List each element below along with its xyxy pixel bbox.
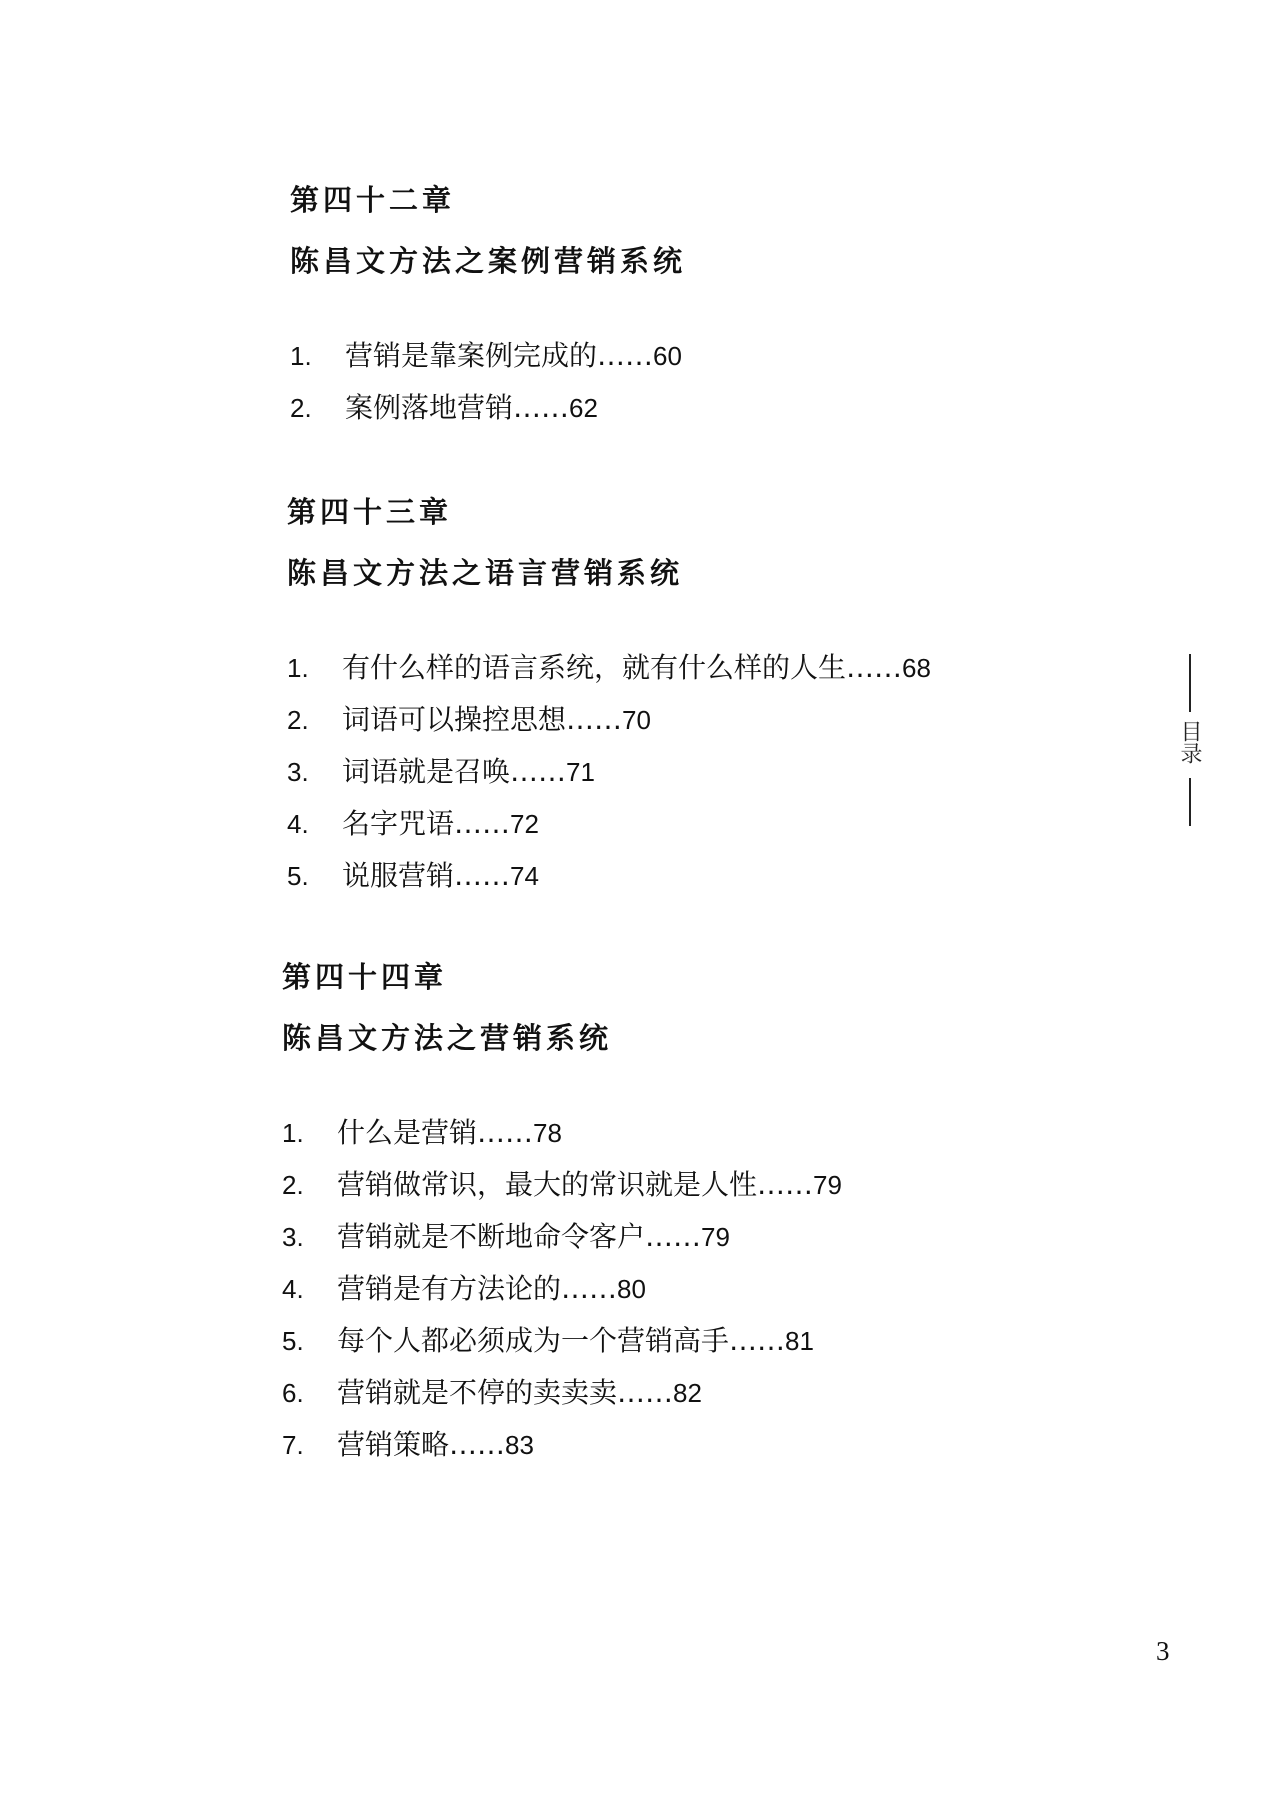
toc-entry[interactable] bbox=[290, 386, 1274, 438]
entry-page: 72 bbox=[510, 809, 539, 839]
chapter-44 bbox=[282, 955, 1274, 1475]
chapter-number: 第四十四章 bbox=[282, 960, 448, 994]
entry-title: 案例落地营销 bbox=[345, 391, 514, 424]
entry-page: 62 bbox=[569, 393, 598, 423]
toc-entry[interactable] bbox=[282, 1163, 1274, 1215]
entry-title: 词语就是召唤 bbox=[342, 755, 511, 788]
side-tab-rule-top bbox=[1189, 654, 1191, 712]
entry-page: 79 bbox=[701, 1222, 730, 1252]
entry-leader: …… bbox=[513, 391, 570, 424]
toc-list bbox=[282, 1111, 1274, 1475]
side-tab-label: 目录 bbox=[1177, 720, 1202, 764]
entry-number: 3. bbox=[287, 757, 309, 787]
entry-page: 68 bbox=[902, 653, 931, 683]
toc-entry[interactable] bbox=[290, 334, 1274, 386]
entry-number: 1. bbox=[290, 341, 312, 371]
entry-title: 有什么样的语言系统，就有什么样的人生 bbox=[342, 651, 847, 684]
toc-entry[interactable] bbox=[282, 1267, 1274, 1319]
entry-page: 79 bbox=[813, 1170, 842, 1200]
toc-entry[interactable] bbox=[282, 1319, 1274, 1371]
chapter-title: 陈昌文方法之案例营销系统 bbox=[290, 244, 687, 278]
toc-entry[interactable] bbox=[287, 646, 1274, 698]
entry-title: 词语可以操控思想 bbox=[342, 703, 567, 736]
entry-number: 2. bbox=[287, 705, 309, 735]
toc-list bbox=[287, 646, 1274, 906]
entry-leader: …… bbox=[477, 1116, 534, 1149]
toc-entry[interactable] bbox=[287, 854, 1274, 906]
entry-page: 71 bbox=[566, 757, 595, 787]
chapter-42 bbox=[290, 178, 1274, 438]
entry-number: 4. bbox=[282, 1274, 304, 1304]
entry-number: 2. bbox=[290, 393, 312, 423]
entry-page: 81 bbox=[785, 1326, 814, 1356]
entry-title: 名字咒语 bbox=[342, 807, 455, 840]
entry-number: 5. bbox=[282, 1326, 304, 1356]
entry-number: 6. bbox=[282, 1378, 304, 1408]
entry-number: 1. bbox=[282, 1118, 304, 1148]
entry-leader: …… bbox=[597, 339, 654, 372]
entry-title: 营销做常识，最大的常识就是人性 bbox=[337, 1168, 758, 1201]
entry-page: 78 bbox=[533, 1118, 562, 1148]
toc-entry[interactable] bbox=[287, 750, 1274, 802]
entry-title: 营销策略 bbox=[337, 1428, 450, 1461]
entry-leader: …… bbox=[617, 1376, 674, 1409]
entry-number: 3. bbox=[282, 1222, 304, 1252]
entry-title: 说服营销 bbox=[342, 859, 455, 892]
entry-leader: …… bbox=[645, 1220, 702, 1253]
chapter-number: 第四十二章 bbox=[290, 183, 456, 217]
entry-title: 什么是营销 bbox=[337, 1116, 478, 1149]
entry-title: 营销就是不断地命令客户 bbox=[337, 1220, 646, 1253]
entry-leader: …… bbox=[846, 651, 903, 684]
toc-entry[interactable] bbox=[282, 1423, 1274, 1475]
entry-leader: …… bbox=[510, 755, 567, 788]
chapter-title: 陈昌文方法之语言营销系统 bbox=[287, 556, 684, 590]
entry-title: 每个人都必须成为一个营销高手 bbox=[337, 1324, 730, 1357]
side-tab bbox=[1178, 654, 1202, 826]
entry-page: 60 bbox=[653, 341, 682, 371]
entry-page: 70 bbox=[622, 705, 651, 735]
entry-leader: …… bbox=[566, 703, 623, 736]
entry-page: 83 bbox=[505, 1430, 534, 1460]
toc-list bbox=[290, 334, 1274, 438]
entry-leader: …… bbox=[729, 1324, 786, 1357]
entry-title: 营销就是不停的卖卖卖 bbox=[337, 1376, 618, 1409]
entry-leader: …… bbox=[454, 859, 511, 892]
entry-number: 1. bbox=[287, 653, 309, 683]
entry-leader: …… bbox=[449, 1428, 506, 1461]
entry-leader: …… bbox=[454, 807, 511, 840]
entry-title: 营销是有方法论的 bbox=[337, 1272, 562, 1305]
entry-number: 7. bbox=[282, 1430, 304, 1460]
page-number: 3 bbox=[1156, 1636, 1170, 1666]
toc-entry[interactable] bbox=[282, 1215, 1274, 1267]
chapter-43 bbox=[287, 490, 1274, 906]
entry-page: 82 bbox=[673, 1378, 702, 1408]
chapter-title: 陈昌文方法之营销系统 bbox=[282, 1021, 613, 1055]
entry-leader: …… bbox=[561, 1272, 618, 1305]
toc-entry[interactable] bbox=[282, 1111, 1274, 1163]
entry-number: 5. bbox=[287, 861, 309, 891]
chapter-number: 第四十三章 bbox=[287, 495, 453, 529]
entry-number: 4. bbox=[287, 809, 309, 839]
entry-title: 营销是靠案例完成的 bbox=[345, 339, 598, 372]
toc-entry[interactable] bbox=[282, 1371, 1274, 1423]
entry-page: 80 bbox=[617, 1274, 646, 1304]
entry-number: 2. bbox=[282, 1170, 304, 1200]
toc-entry[interactable] bbox=[287, 802, 1274, 854]
side-tab-rule-bottom bbox=[1189, 778, 1191, 826]
entry-page: 74 bbox=[510, 861, 539, 891]
entry-leader: …… bbox=[757, 1168, 814, 1201]
toc-entry[interactable] bbox=[287, 698, 1274, 750]
